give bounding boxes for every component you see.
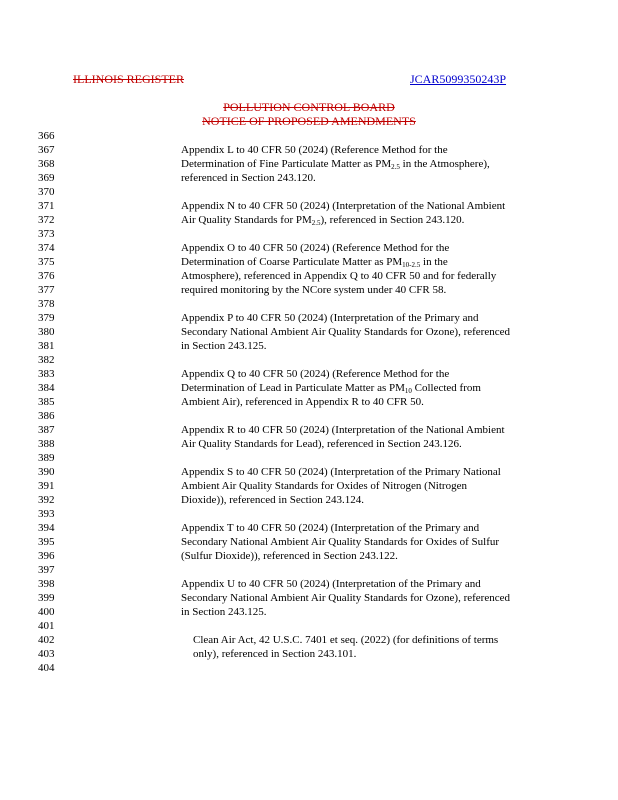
entry-line: Appendix O to 40 CFR 50 (2024) (Reference Method for the — [181, 242, 450, 254]
line-number: 393 — [38, 508, 55, 520]
line-number: 384 — [38, 382, 55, 394]
register-title: ILLINOIS REGISTER — [73, 72, 184, 86]
line-number: 404 — [38, 662, 55, 674]
entry-line: Determination of Fine Particulate Matter as $PM_{2.5}$ in the Atmosphere), — [181, 158, 490, 171]
line-number: 398 — [38, 578, 55, 590]
line-number: 372 — [38, 214, 55, 226]
line-number: 397 — [38, 564, 55, 576]
entry-line: required monitoring by the NCore system under 40 CFR 58. — [181, 284, 447, 296]
entry-line: Atmosphere), referenced in Appendix Q to 40 CFR 50 and for federally — [181, 270, 497, 282]
line-number: 394 — [38, 522, 55, 534]
entry-line: (Sulfur Dioxide)), referenced in Section 243.122. — [181, 550, 398, 562]
line-number: 382 — [38, 354, 55, 366]
line-number: 400 — [38, 606, 55, 618]
line-number: 392 — [38, 494, 55, 506]
line-number: 367 — [38, 144, 55, 156]
entry-line: Determination of Lead in Particulate Matter as $PM_{10}$ Collected from — [181, 382, 481, 395]
entry-line: Appendix S to 40 CFR 50 (2024) (Interpretation of the Primary National — [181, 466, 501, 478]
entry-line: Appendix P to 40 CFR 50 (2024) (Interpretation of the Primary and — [181, 312, 479, 324]
line-number: 374 — [38, 242, 55, 254]
entry-line: Secondary National Ambient Air Quality Standards for Ozone), referenced — [181, 592, 510, 604]
line-number: 373 — [38, 228, 55, 240]
line-number: 401 — [38, 620, 55, 632]
line-number: 387 — [38, 424, 55, 436]
line-number: 388 — [38, 438, 55, 450]
line-number: 390 — [38, 466, 55, 478]
entry-line: Appendix L to 40 CFR 50 (2024) (Reference Method for the — [181, 144, 448, 156]
line-number: 399 — [38, 592, 55, 604]
line-number: 375 — [38, 256, 55, 268]
entry-line: Secondary National Ambient Air Quality Standards for Oxides of Sulfur — [181, 536, 500, 548]
entry-line: in Section 243.125. — [181, 606, 267, 618]
line-number: 378 — [38, 298, 55, 310]
entry-line: in Section 243.125. — [181, 340, 267, 352]
line-number: 379 — [38, 312, 55, 324]
board-name: POLLUTION CONTROL BOARD — [223, 100, 395, 114]
line-number: 395 — [38, 536, 55, 548]
entry-line: Ambient Air Quality Standards for Oxides of Nitrogen (Nitrogen — [181, 480, 467, 492]
line-number: 386 — [38, 410, 55, 422]
entry-line: Appendix Q to 40 CFR 50 (2024) (Reference Method for the — [181, 368, 450, 380]
line-number: 368 — [38, 158, 55, 170]
line-number: 370 — [38, 186, 55, 198]
entry-line: Clean Air Act, 42 U.S.C. 7401 et seq. (2022) (for definitions of terms — [193, 634, 499, 646]
entry-line: referenced in Section 243.120. — [181, 172, 316, 184]
entry-line: Determination of Coarse Particulate Matter as $PM_{10-2.5}$ in the — [181, 256, 448, 269]
entry-line: Appendix U to 40 CFR 50 (2024) (Interpretation of the Primary and — [181, 578, 481, 590]
line-number: 381 — [38, 340, 55, 352]
line-number: 371 — [38, 200, 55, 212]
line-number: 402 — [38, 634, 55, 646]
entry-line: only), referenced in Section 243.101. — [193, 648, 357, 660]
line-number: 403 — [38, 648, 55, 660]
notice-title: NOTICE OF PROPOSED AMENDMENTS — [202, 114, 416, 128]
line-number: 380 — [38, 326, 55, 338]
entry-line: Dioxide)), referenced in Section 243.124. — [181, 494, 364, 506]
entry-line: Secondary National Ambient Air Quality Standards for Ozone), referenced — [181, 326, 510, 338]
line-number: 396 — [38, 550, 55, 562]
entry-line: Appendix R to 40 CFR 50 (2024) (Interpretation of the National Ambient — [181, 424, 505, 436]
line-number: 385 — [38, 396, 55, 408]
line-number: 383 — [38, 368, 55, 380]
entry-line: Air Quality Standards for $PM_{2.5}$), referenced in Section 243.120. — [181, 214, 465, 227]
document-id-link[interactable]: JCAR5099350243P — [410, 72, 507, 86]
line-number: 391 — [38, 480, 55, 492]
entry-line: Appendix N to 40 CFR 50 (2024) (Interpretation of the National Ambient — [181, 200, 506, 212]
entry-line: Ambient Air), referenced in Appendix R to 40 CFR 50. — [181, 396, 424, 408]
line-number: 376 — [38, 270, 55, 282]
line-number: 366 — [38, 130, 55, 142]
entry-line: Air Quality Standards for Lead), referenced in Section 243.126. — [181, 438, 462, 450]
line-number: 369 — [38, 172, 55, 184]
line-number: 377 — [38, 284, 55, 296]
line-number: 389 — [38, 452, 55, 464]
entry-line: Appendix T to 40 CFR 50 (2024) (Interpretation of the Primary and — [181, 522, 480, 534]
